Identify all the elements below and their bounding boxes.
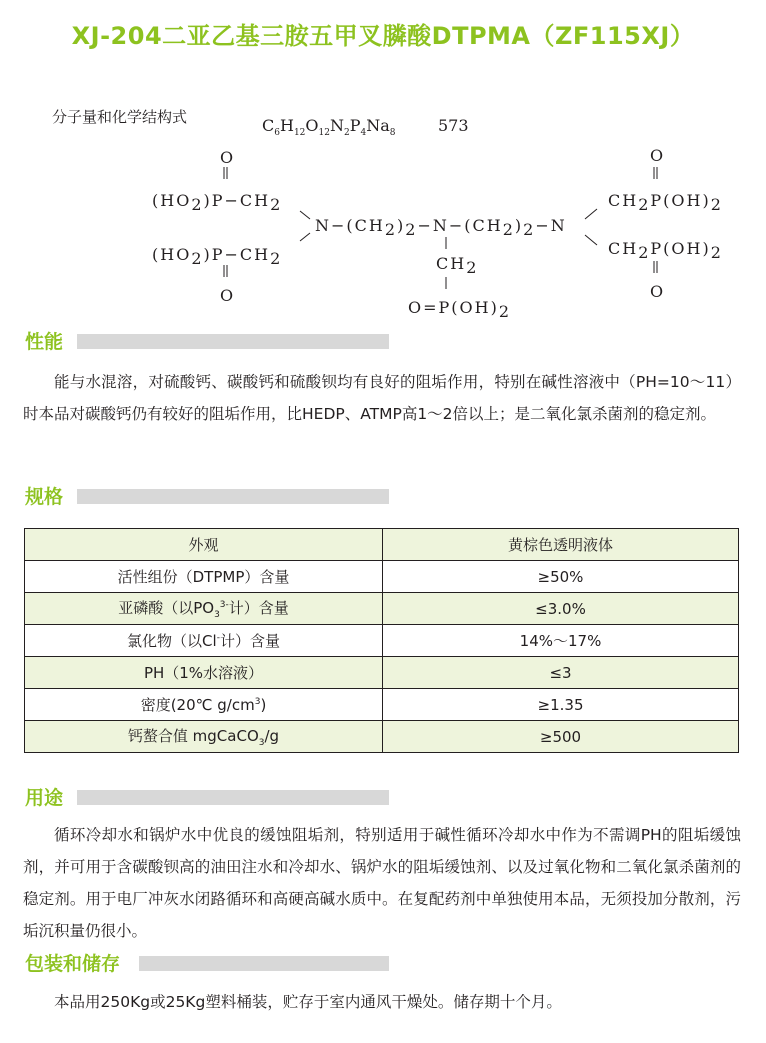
- section-performance-header: [25, 330, 63, 354]
- right-bottom-group: CH2P(OH)2: [608, 239, 723, 262]
- table-row: [25, 721, 739, 753]
- structure-diagram: [140, 145, 760, 325]
- molecular-weight: 573: [438, 116, 469, 135]
- right-top-oxygen: O: [650, 146, 666, 165]
- left-bottom-group: (HO2)P−CH2: [152, 245, 283, 268]
- table-cell: ≤3: [383, 657, 739, 689]
- table-cell: 氯化物（以Cl-计）含量: [25, 625, 383, 657]
- section-divider-bar: [77, 489, 389, 504]
- packaging-text: 本品用250Kg或25Kg塑料桶装，贮存于室内通风干燥处。储存期十个月。: [54, 993, 562, 1011]
- usage-text: 循环冷却水和锅炉水中优良的缓蚀阻垢剂，特别适用于碱性循环冷却水中作为不需调PH的阻垢缓蚀剂，并可用于含碳酸钡高的油田注水和冷却水、锅炉水的阻垢缓蚀剂、以及过氧化物和二氧化氯杀菌剂的稳定剂。用于电厂冲灰水闭路循环和高硬高碱水质中。在复配药剂中单独使用本品，无须投加分散剂，污垢沉积量仍很小。: [23, 826, 741, 940]
- performance-text: 能与水混溶，对硫酸钙、碳酸钙和硫酸钡均有良好的阻垢作用，特别在碱性溶液中（PH=10～11）时本品对碳酸钙仍有较好的阻垢作用，比HEDP、ATMP高1～2倍以上；是二氧化氯杀菌剂的稳定剂。: [23, 373, 741, 423]
- table-cell: ≤3.0%: [383, 593, 739, 625]
- spec-table: [24, 528, 739, 753]
- section-heading: 规格: [25, 486, 64, 508]
- table-cell: ≥50%: [383, 561, 739, 593]
- table-row: [25, 689, 739, 721]
- table-cell: 密度(20℃ $g/cm^3$): [25, 689, 383, 721]
- table-row: [25, 657, 739, 689]
- left-bottom-oxygen: O: [220, 286, 236, 305]
- table-cell: 外观: [25, 529, 383, 561]
- right-bottom-oxygen: O: [650, 282, 666, 301]
- table-cell: 14%～17%: [383, 625, 739, 657]
- center-chain: N−(CH2)2−N−(CH2)2−N: [315, 216, 567, 239]
- table-row: [25, 625, 739, 657]
- table-row: [25, 593, 739, 625]
- table-cell: 活性组份（DTPMP）含量: [25, 561, 383, 593]
- section-heading: 包装和储存: [25, 953, 121, 975]
- left-top-group: (HO2)P−CH2: [152, 191, 283, 214]
- table-cell: 黄棕色透明液体: [383, 529, 739, 561]
- table-row: [25, 561, 739, 593]
- section-usage-header: [25, 786, 63, 810]
- section-heading: 性能: [25, 331, 64, 353]
- table-cell: ≥500: [383, 721, 739, 753]
- molecular-formula: $C_6H_{12}O_{12}N_2P_4Na_8$: [262, 116, 396, 139]
- table-cell: PH（1%水溶液）: [25, 657, 383, 689]
- table-cell: 钙螯合值 mgCaCO$_3$/g: [25, 721, 383, 753]
- section-packaging-header: [25, 952, 120, 976]
- section-heading: 用途: [25, 787, 64, 809]
- table-cell: 亚磷酸（以$PO_3^{3-}$计）含量: [25, 593, 383, 625]
- table-header-row: [25, 529, 739, 561]
- section-divider-bar: [77, 790, 389, 805]
- section-divider-bar: [139, 956, 389, 971]
- page-title: XJ-204二亚乙基三胺五甲叉膦酸DTPMA（ZF115XJ）: [71, 22, 695, 50]
- left-top-oxygen: O: [220, 148, 236, 167]
- center-acid: O=P(OH)2: [408, 298, 512, 321]
- right-top-group: CH2P(OH)2: [608, 191, 723, 214]
- section-spec-header: [25, 485, 63, 509]
- center-branch: CH2: [436, 254, 479, 277]
- structure-label: 分子量和化学结构式: [52, 108, 188, 126]
- section-divider-bar: [77, 334, 389, 349]
- table-cell: ≥1.35: [383, 689, 739, 721]
